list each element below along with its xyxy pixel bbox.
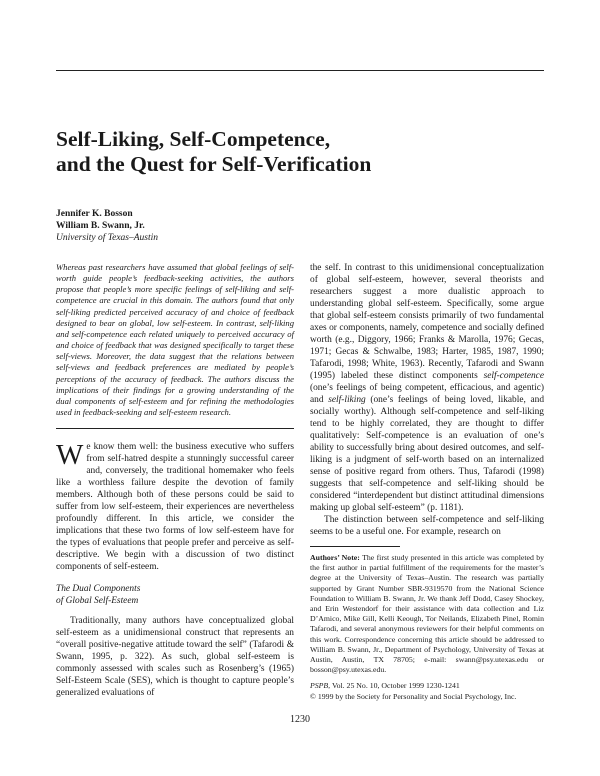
title-line-1: Self-Liking, Self-Competence, [56, 127, 331, 151]
term-self-liking: self-liking [328, 395, 366, 405]
author-name: William B. Swann, Jr. [56, 221, 145, 231]
intro-text: e know them well: the business executive who suffers from self-hatred despite a stunningly successful career and, conversely, the traditional homemaker who feels like a worthless failure despite the devotion of family members. Although both of these persons could be said to suffer from low self-esteem, their experiences are nevertheless profoundly different. In this article, we consider the implications that these two forms of low self-esteem have for the types of evaluations that people prefer and perceive as self-descriptive. We begin with a discussion of two distinct components of self-esteem. [56, 442, 294, 573]
journal-citation [310, 681, 544, 701]
right-column [310, 262, 544, 702]
title-line-2: and the Quest for Self-Verification [56, 152, 372, 176]
article-title [56, 127, 556, 177]
term-self-competence: self-competence [483, 371, 544, 381]
abstract: Whereas past researchers have assumed that global feelings of self-worth guide people’s feedback-seeking activities, the authors propose that people’s more specific feelings of self-liking and self-competence are crucial in this domain. The authors found that only self-liking predicted perceived accuracy of and choice of feedback designed to bear on global, low self-esteem. In contrast, self-liking and self-competence each related uniquely to perceived accuracy of and choice of feedback that was designed specifically to target these self-views. Moreover, the data suggest that the relations between self-views and feedback preferences are mediated by people’s perceptions of the accuracy of feedback. The authors discuss the implications of their findings for a growing understanding of the dual components of self-esteem and for refining the methodologies used in feedback-seeking and self-esteem research. [56, 262, 294, 418]
section-heading [56, 583, 294, 607]
copyright-line: © 1999 by the Society for Personality and Social Psychology, Inc. [310, 691, 517, 701]
body-paragraph [310, 262, 544, 514]
footnote-rule [310, 546, 400, 547]
section-heading-line-1: The Dual Components [56, 584, 141, 595]
authors-note-label: Authors’ Note: [310, 553, 360, 562]
intro-paragraph [56, 441, 294, 573]
paragraph-text: (one’s feelings of being competent, efficacious, and agentic) and [310, 383, 544, 405]
abstract-rule [56, 428, 294, 429]
top-rule [56, 70, 544, 71]
author-affiliation: University of Texas–Austin [56, 233, 159, 243]
paragraph-text: (one’s feelings of being loved, likable, and socially worthy). Although self-competence and self-liking tend to be highly correlated, they are thought to differ qualitatively: Self-competence is an evaluation of one’s ability to successfully bring about desired outcomes, and self-liking is a judgment of self-worth based on an internalized sense of positive regard from others. Thus, Tafarodi (1998) suggests that self-competence and self-liking should be considered “interdependent but distinct attitudinal dimensions making up global self-esteem” (p. 1181). [310, 395, 545, 513]
body-paragraph: The distinction between self-competence and self-liking seems to be a useful one. For example, research on [310, 515, 544, 537]
drop-cap: W [56, 439, 84, 472]
left-column [56, 262, 294, 699]
journal-issue: Vol. 25 No. 10, October 1999 1230-1241 [331, 681, 460, 691]
author-block [56, 208, 158, 244]
authors-note-text: The first study presented in this article was completed by the first author in partial fulfillment of the requirements for the master’s degree at the University of Texas–Austin. The research was partially supported by Grant Number SBR-9319570 from the National Science Foundation to William B. Swann, Jr. We thank Jeff Dodd, Casey Shockey, and Erin Westendorf for their assistance with data collection and Liz D’Amico, Mike Gill, Kelli Keough, Tor Neilands, Elizabeth Pinel, Romin Tafarodi, and several anonymous reviewers for their helpful comments on this work. Correspondence concerning this article should be addressed to William B. Swann, Jr., Department of Psychology, University of Texas at Austin, Austin, TX 78705; e-mail: swann@psy.utexas.edu or bosson@psy.utexas.edu. [310, 553, 544, 675]
body-paragraph: Traditionally, many authors have conceptualized global self-esteem as a unidimensional construct that represents an “overall positive-negative attitude toward the self” (Tafarodi & Swann, 1995, p. 322). As such, global self-esteem is commonly assessed with scales such as Rosenberg’s (1965) Self-Esteem Scale (SES), which is thought to capture people’s generalized evaluations of [56, 616, 294, 699]
page-number: 1230 [290, 714, 310, 725]
journal-code: PSPB, [310, 681, 331, 691]
author-name: Jennifer K. Bosson [56, 209, 133, 219]
authors-note [310, 553, 544, 675]
paragraph-text: the self. In contrast to this unidimensional conceptualization of global self-esteem, however, several theorists and researchers suggest a more dualistic approach to understanding global self-esteem. Specifically, some argue that global self-esteem consists primarily of two fundamental axes or components, namely, competence and socially defined worth (e.g., Diggory, 1966; Franks & Marolla, 1976; Gecas, 1971; Gecas & Schwalbe, 1983; Harter, 1985, 1987, 1990; Tafarodi, 1998; White, 1963). Recently, Tafarodi and Swann (1995) labeled these distinct components [310, 263, 544, 381]
section-heading-line-2: of Global Self-Esteem [56, 596, 139, 607]
